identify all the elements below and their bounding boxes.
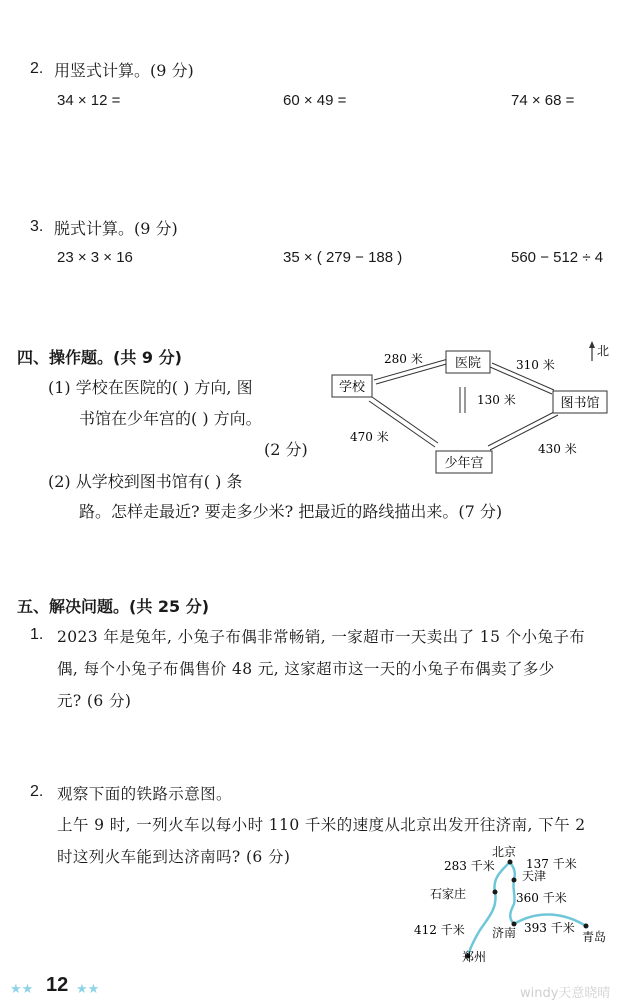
math-item: 60 × 49 = xyxy=(283,92,347,109)
city-label: 青岛 xyxy=(582,930,607,944)
question-text: 观察下面的铁路示意图。 xyxy=(57,785,232,803)
math-item: 560 − 512 ÷ 4 xyxy=(511,249,604,266)
score-label: (2 分) xyxy=(264,440,308,459)
road-hospital-youth xyxy=(460,387,465,413)
question-number: 1. xyxy=(30,626,44,643)
page-footer xyxy=(10,978,33,997)
city-label: 天津 xyxy=(522,869,547,883)
question-number: 2. xyxy=(30,60,44,77)
math-item: 35 × ( 279 − 188 ) xyxy=(283,249,403,266)
distance-label: 283 千米 xyxy=(444,859,495,873)
distance-label: 393 千米 xyxy=(524,921,575,935)
youth-palace-label: 少年宫 xyxy=(444,456,484,471)
question-text: 书馆在少年宫的( ) 方向。 xyxy=(79,409,262,428)
question-text: (1) 学校在医院的( ) 方向, 图 xyxy=(48,378,253,397)
route-map xyxy=(320,335,620,480)
page-number: 12 xyxy=(46,974,69,996)
distance-label: 130 米 xyxy=(477,393,516,407)
question-text: 路。怎样走最近? 要走多少米? 把最近的路线描出来。(7 分) xyxy=(79,502,503,521)
city-label: 济南 xyxy=(492,926,517,940)
math-item: 34 × 12 = xyxy=(57,92,121,109)
distance-label: 470 米 xyxy=(350,430,389,444)
distance-label: 412 千米 xyxy=(414,923,465,937)
star-icon: ★ xyxy=(10,982,22,997)
distance-label: 430 米 xyxy=(538,442,577,456)
north-arrow-icon xyxy=(589,341,595,361)
question-text: 元? (6 分) xyxy=(57,692,132,710)
library-label: 图书馆 xyxy=(560,396,600,411)
question-text: (2) 从学校到图书馆有( ) 条 xyxy=(48,472,243,491)
city-label: 郑州 xyxy=(462,950,487,964)
distance-label: 360 千米 xyxy=(516,891,567,905)
question-text: 时这列火车能到达济南吗? (6 分) xyxy=(57,848,291,866)
station-dot xyxy=(512,878,517,883)
rail-line xyxy=(468,862,510,956)
distance-label: 310 米 xyxy=(516,358,555,372)
station-dot xyxy=(508,860,513,865)
city-label: 北京 xyxy=(492,845,517,859)
question-text: 2023 年是兔年, 小兔子布偶非常畅销, 一家超市一天卖出了 15 个小兔子布 xyxy=(57,628,586,646)
section-title: 四、操作题。(共 9 分) xyxy=(17,348,182,367)
question-text: 上午 9 时, 一列火车以每小时 110 千米的速度从北京出发开往济南, 下午 2 xyxy=(57,816,586,834)
station-dot xyxy=(493,890,498,895)
star-icon: ★ xyxy=(21,982,34,997)
question-number: 3. xyxy=(30,218,44,235)
math-item: 74 × 68 = xyxy=(511,92,575,109)
distance-label: 280 米 xyxy=(384,352,423,366)
question-title: 脱式计算。(9 分) xyxy=(54,219,178,238)
rail-line xyxy=(510,862,515,924)
star-icon: ★ xyxy=(76,982,88,997)
question-text: 偶, 每个小兔子布偶售价 48 元, 这家超市这一天的小兔子布偶卖了多少 xyxy=(57,660,555,678)
page-footer-stars xyxy=(76,978,99,997)
station-dot xyxy=(584,924,589,929)
question-title: 用竖式计算。(9 分) xyxy=(54,61,194,80)
railway-map xyxy=(410,840,630,970)
section-title: 五、解决问题。(共 25 分) xyxy=(17,597,210,616)
north-label: 北 xyxy=(597,344,610,358)
question-number: 2. xyxy=(30,783,44,800)
distance-label: 137 千米 xyxy=(526,857,577,871)
watermark: windy天意晓晴 xyxy=(520,986,611,1001)
star-icon: ★ xyxy=(87,982,100,997)
city-label: 石家庄 xyxy=(430,887,467,901)
math-item: 23 × 3 × 16 xyxy=(57,249,133,266)
school-label: 学校 xyxy=(338,380,366,395)
hospital-label: 医院 xyxy=(454,356,482,371)
